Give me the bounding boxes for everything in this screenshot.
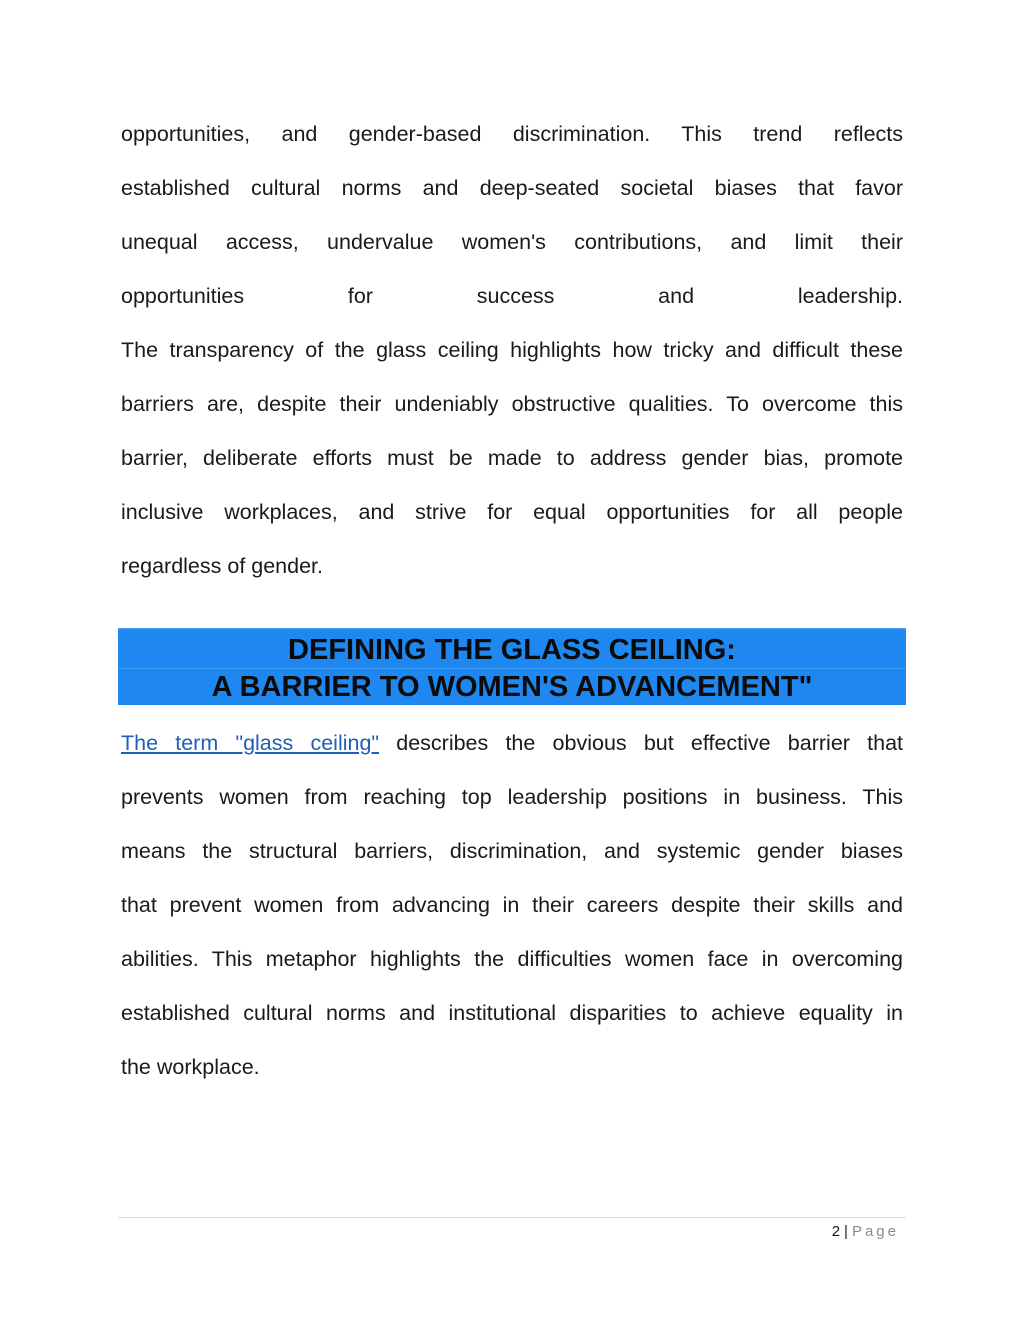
paragraph-line: The transparency of the glass ceiling highlights how tricky and difficult these bbox=[121, 338, 903, 362]
paragraph-line: barrier, deliberate efforts must be made to address gender bias, promote bbox=[121, 446, 903, 470]
paragraph-line: unequal access, undervalue women's contributions, and limit their bbox=[121, 230, 903, 254]
paragraph-line: regardless of gender. bbox=[121, 554, 323, 578]
section-heading-line-1: DEFINING THE GLASS CEILING: bbox=[118, 632, 906, 669]
paragraph-line: that prevent women from advancing in their careers despite their skills and bbox=[121, 893, 903, 917]
page-number: 2 bbox=[831, 1223, 841, 1240]
paragraph-line: established cultural norms and deep-seated societal biases that favor bbox=[121, 176, 903, 200]
section-heading-line-2: A BARRIER TO WOMEN'S ADVANCEMENT" bbox=[211, 671, 813, 703]
paragraph-line: abilities. This metaphor highlights the difficulties women face in overcoming bbox=[121, 947, 903, 971]
paragraph-line: the workplace. bbox=[121, 1055, 260, 1079]
footer-separator: | bbox=[844, 1223, 848, 1240]
footer-divider bbox=[118, 1217, 906, 1218]
paragraph-glass-ceiling-transparency bbox=[121, 323, 903, 593]
glass-ceiling-link[interactable]: The term "glass ceiling" bbox=[121, 731, 380, 755]
page-label: Page bbox=[851, 1223, 899, 1240]
paragraph-line bbox=[121, 716, 903, 770]
paragraph-line: means the structural barriers, discrimination, and systemic gender biases bbox=[121, 839, 903, 863]
section-heading bbox=[118, 628, 906, 705]
page-footer bbox=[832, 1220, 899, 1244]
paragraph-line: prevents women from reaching top leadership positions in business. This bbox=[121, 785, 903, 809]
paragraph-line: opportunities, and gender-based discrimination. This trend reflects bbox=[121, 122, 903, 146]
paragraph-line: opportunities for success and leadership. bbox=[121, 284, 903, 308]
paragraph-definition bbox=[121, 716, 903, 1094]
paragraph-line: established cultural norms and institutional disparities to achieve equality in bbox=[121, 1001, 903, 1025]
paragraph-line: barriers are, despite their undeniably obstructive qualities. To overcome this bbox=[121, 392, 903, 416]
paragraph-text: describes the obvious but effective barrier that bbox=[396, 731, 903, 755]
paragraph-continuation bbox=[121, 107, 903, 323]
paragraph-line: inclusive workplaces, and strive for equal opportunities for all people bbox=[121, 500, 903, 524]
